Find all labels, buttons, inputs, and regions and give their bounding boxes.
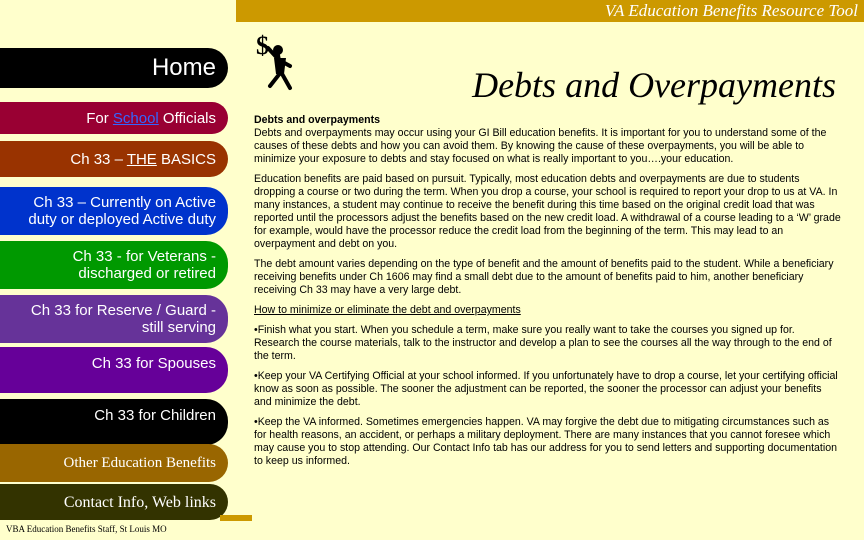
nav-school-officials-label: For School Officials	[86, 109, 216, 127]
nav-reserve-line2: still serving	[141, 319, 216, 336]
nav-children-label: Ch 33 for Children	[94, 407, 216, 424]
how-to-heading: How to minimize or eliminate the debt and overpayments	[254, 304, 521, 316]
bullet-1: •Finish what you start. When you schedule a term, make sure you really want to take the courses you signed up for. Research the course materials, talk to the instructor and develop a plan to see the courses all the way through to the end of the term.	[254, 324, 832, 362]
nav-contact[interactable]	[0, 484, 228, 520]
nav-spouses[interactable]	[0, 347, 228, 393]
paragraph-2: Education benefits are paid based on pursuit. Typically, most education debts and overpayments are due to students dropping a course or two during the term. When you drop a course, your school is required to report your drop to us at VA. In many instances, a student may continue to receive the benefit during this time based on the original credit load that was reported until the processors adjust the benefits based on the new credit load. A withdrawal of a course leading to a ‘W’ grade for example, would have the processor reduce the credit load from the beginning of the term. This may lead to an overpayment and debt on you.	[254, 173, 841, 250]
nav-veterans-line2: discharged or retired	[78, 265, 216, 282]
nav-school-officials[interactable]	[0, 102, 228, 134]
top-bar-left	[0, 0, 236, 22]
nav-active-duty[interactable]	[0, 187, 228, 235]
school-link[interactable]: School	[112, 109, 159, 127]
nav-active-duty-line1: Ch 33 – Currently on Active	[33, 194, 216, 211]
nav-reserve[interactable]	[0, 295, 228, 343]
nav-other-benefits[interactable]	[0, 444, 228, 482]
nav-other-label: Other Education Benefits	[63, 454, 216, 471]
nav-children[interactable]	[0, 399, 228, 445]
nav-reserve-line1: Ch 33 for Reserve / Guard -	[30, 302, 216, 319]
nav-veterans-line1: Ch 33 - for Veterans -	[72, 248, 216, 265]
the-link[interactable]: THE	[126, 150, 157, 168]
dollar-man-icon	[248, 28, 306, 100]
bullet-3: •Keep the VA informed. Sometimes emergencies happen. VA may forgive the debt due to mitigating circumstances such as for health reasons, an accident, or perhaps a military deployment. There are many instances that you cannot foresee which may cause you to stop attending. Our Contact Info tab has our address for you to send letters and supporting documentation to keep us informed.	[254, 416, 838, 467]
page-title: Debts and Overpayments	[472, 65, 836, 105]
active-tab-marker	[220, 515, 252, 521]
nav-home[interactable]	[0, 48, 228, 88]
nav-basics[interactable]	[0, 141, 228, 177]
nav-veterans[interactable]	[0, 241, 228, 289]
nav-home-label: Home	[151, 54, 216, 81]
nav-active-duty-line2: duty or deployed Active duty	[28, 211, 216, 228]
section-title: Debts and overpayments	[254, 114, 380, 126]
nav-basics-label: Ch 33 – THE BASICS	[70, 150, 216, 168]
footer-credit: VBA Education Benefits Staff, St Louis MO	[6, 524, 167, 534]
paragraph-3: The debt amount varies depending on the type of benefit and the amount of benefits paid to the student. While a beneficiary receiving benefits under Ch 1606 may find a small debt due to the amount of benefits paid to him, another beneficiary receiving Ch 33 may have a very large debt.	[254, 258, 834, 296]
nav-contact-label: Contact Info, Web links	[63, 493, 216, 511]
top-bar-right	[236, 0, 864, 22]
nav-spouses-label: Ch 33 for Spouses	[91, 355, 216, 372]
app-title: VA Education Benefits Resource Tool	[604, 1, 858, 20]
bullet-2: •Keep your VA Certifying Official at your school informed. If you unfortunately have to drop a course, let your certifying official know as soon as possible. The sooner the adjustment can be reported, the sooner the processor can adjust your benefits and minimize the debt.	[254, 370, 838, 408]
main-content	[254, 114, 842, 475]
paragraph-1: Debts and overpayments may occur using your GI Bill education benefits. It is important for you to understand some of the causes of these debts and how you can avoid them. By knowing the cause of these overpayments, you will be able to minimize your exposure to debts and stay focused on what is really important to you….your education.	[254, 127, 827, 165]
top-bar	[0, 0, 864, 22]
svg-text:$: $	[256, 31, 269, 60]
